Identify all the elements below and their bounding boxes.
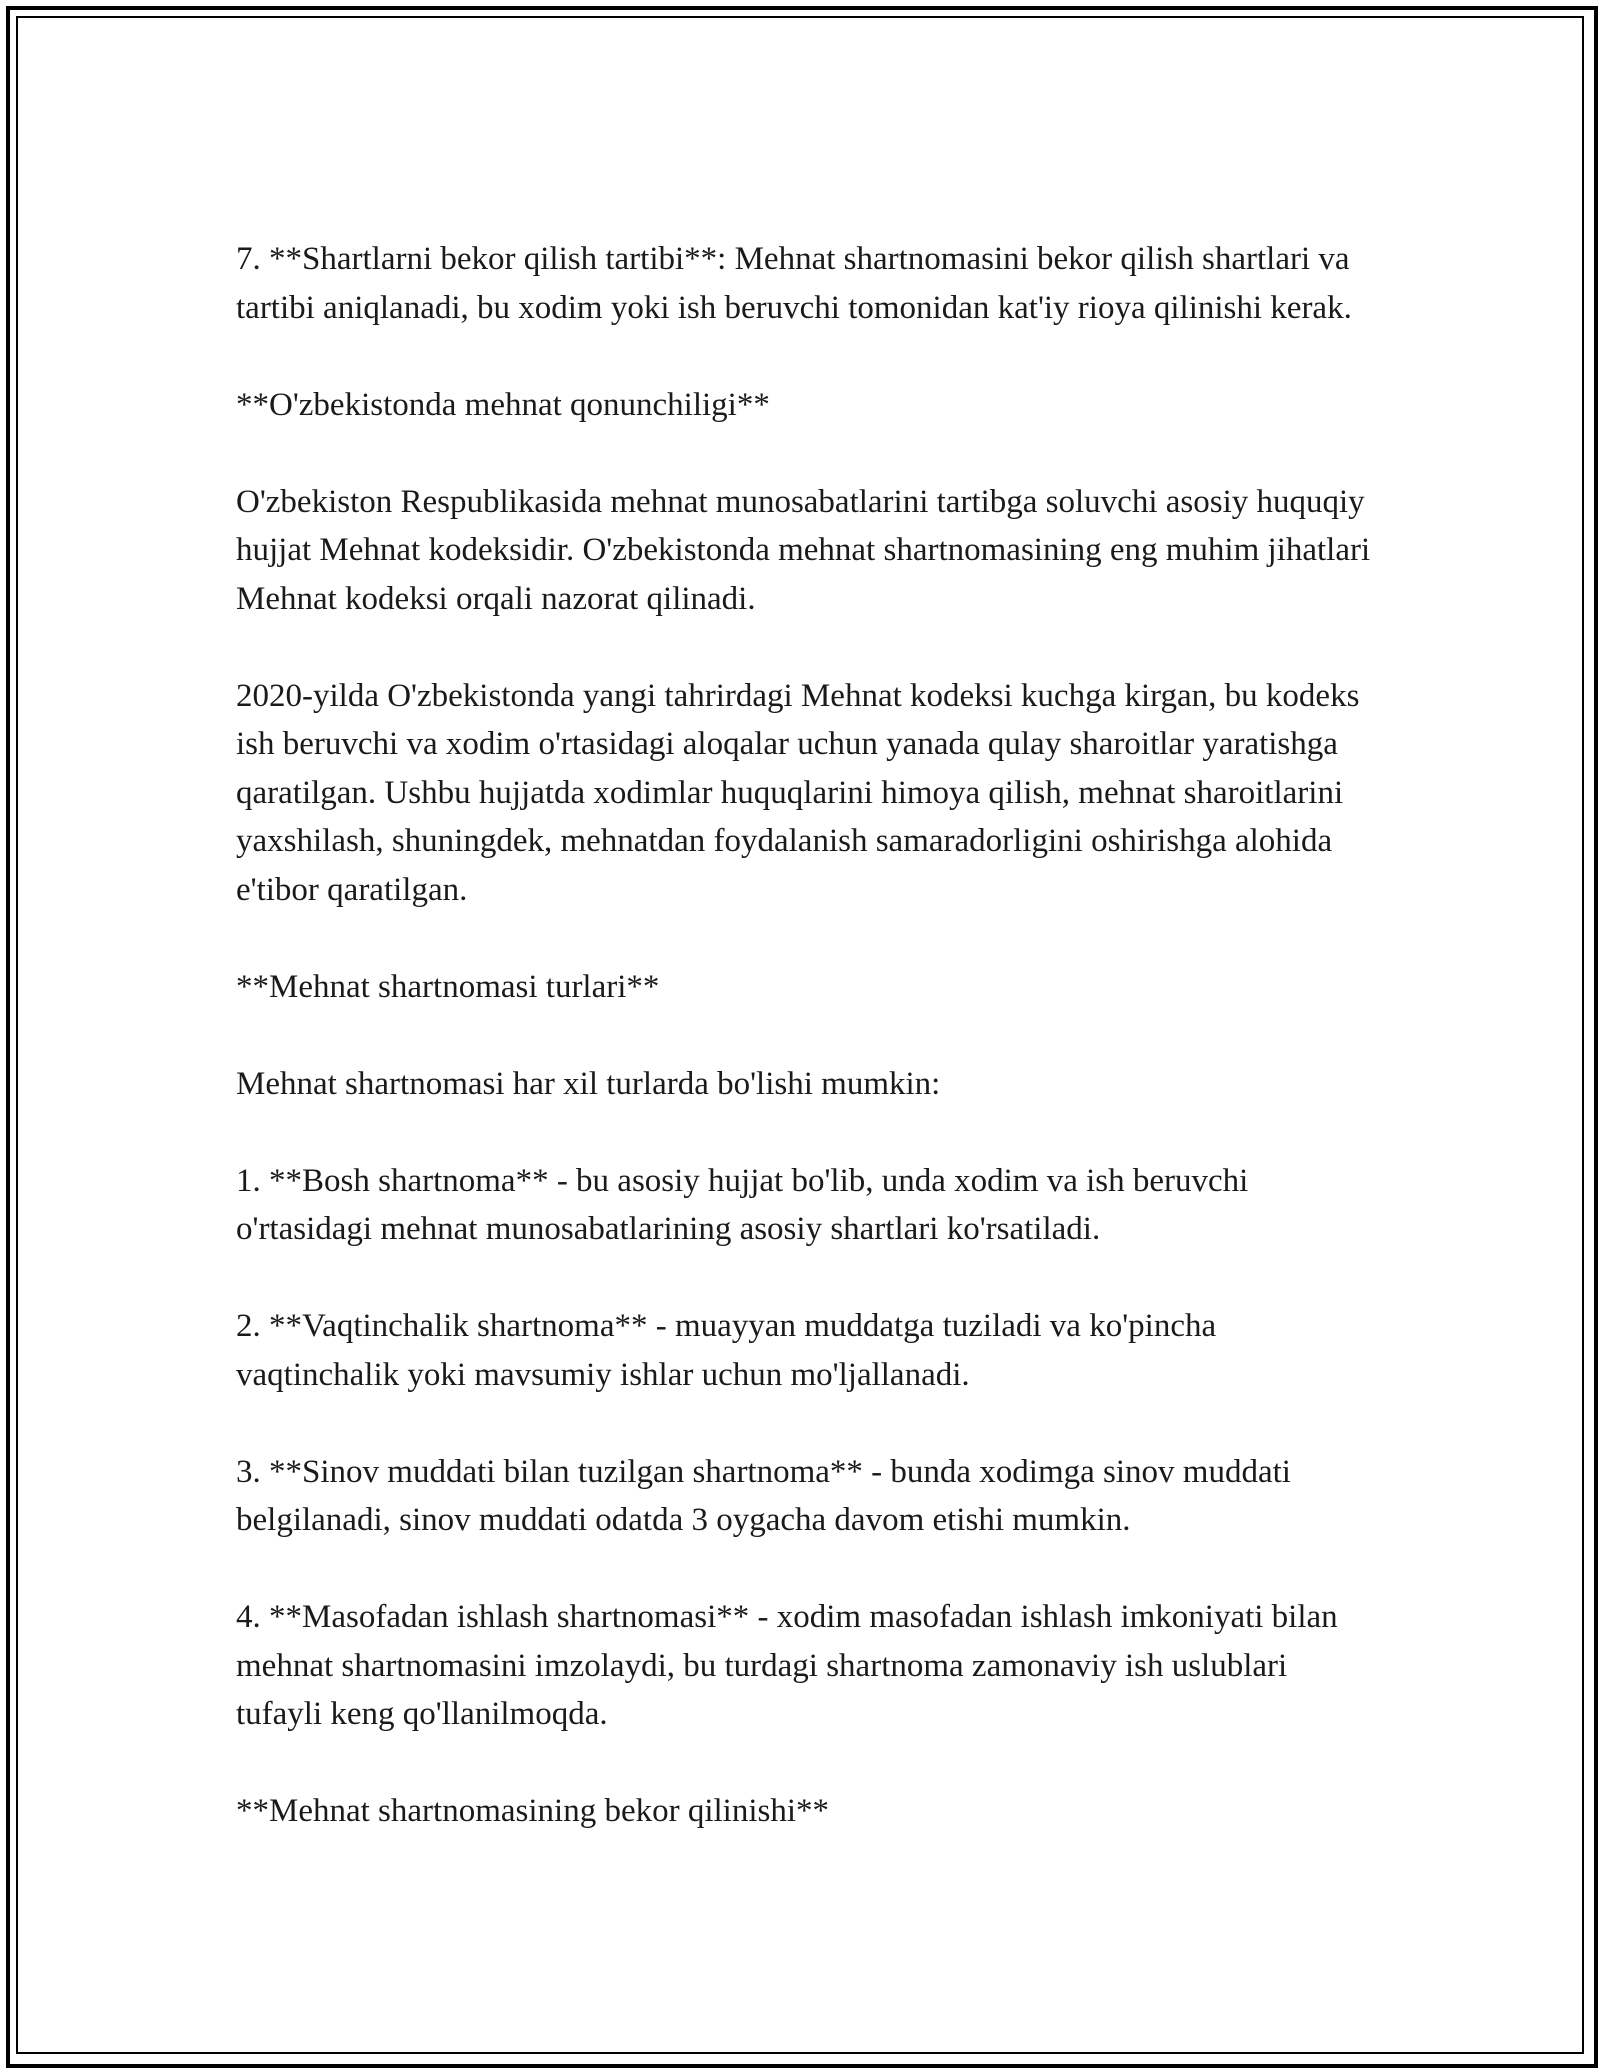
paragraph-labor-code: O'zbekiston Respublikasida mehnat munosabatlarini tartibga soluvchi asosiy huquqiy hujjat Mehnat kodeksidir. O'zbekistonda mehnat shartnomasining eng muhim jihatlari Mehnat kodeksi orqali nazorat qilinadi. — [236, 483, 1371, 617]
heading-contract-types: **Mehnat shartnomasi turlari** — [236, 968, 660, 1005]
list-item-main-contract: 1. **Bosh shartnoma** - bu asosiy hujjat bo'lib, unda xodim va ish beruvchi o'rtasidagi mehnat munosabatlarining asosiy shartlari ko'rsatiladi. — [236, 1162, 1249, 1247]
list-item-probation-contract: 3. **Sinov muddati bilan tuzilgan shartnoma** - bunda xodimga sinov muddati belgilanadi, sinov muddati odatda 3 oygacha davom etishi mumkin. — [236, 1453, 1291, 1538]
list-item-remote-contract: 4. **Masofadan ishlash shartnomasi** - xodim masofadan ishlash imkoniyati bilan mehnat shartnomasini imzolaydi, bu turdagi shartnoma zamonaviy ish uslublari tufayli keng qo'llanilmoqda. — [236, 1599, 1338, 1732]
paragraph-contract-types-intro: Mehnat shartnomasi har xil turlarda bo'lishi mumkin: — [236, 1065, 941, 1102]
paragraph-new-labor-code: 2020-yilda O'zbekistonda yangi tahrirdagi Mehnat kodeksi kuchga kirgan, bu kodeks ish beruvchi va xodim o'rtasidagi aloqalar uchun yanada qulay sharoitlar yaratishga qaratilgan. Ushbu hujjatda xodimlar huquqlarini himoya qilish, mehnat sharoitlarini yaxshilash, shuningdek, mehnatdan foydalanish samaradorligini oshirishga alohida e'tibor qaratilgan. — [236, 677, 1360, 908]
heading-labor-legislation: **O'zbekistonda mehnat qonunchiligi** — [236, 386, 770, 423]
document-body — [236, 235, 1376, 1884]
list-item-temporary-contract: 2. **Vaqtinchalik shartnoma** - muayyan muddatga tuziladi va ko'pincha vaqtinchalik yoki mavsumiy ishlar uchun mo'ljallanadi. — [236, 1308, 1217, 1393]
paragraph-termination-procedure: 7. **Shartlarni bekor qilish tartibi**: Mehnat shartnomasini bekor qilish shartlari va tartibi aniqlanadi, bu xodim yoki ish beruvchi tomonidan kat'iy rioya qilinishi kerak. — [236, 241, 1352, 326]
heading-contract-termination: **Mehnat shartnomasining bekor qilinishi** — [236, 1793, 830, 1829]
